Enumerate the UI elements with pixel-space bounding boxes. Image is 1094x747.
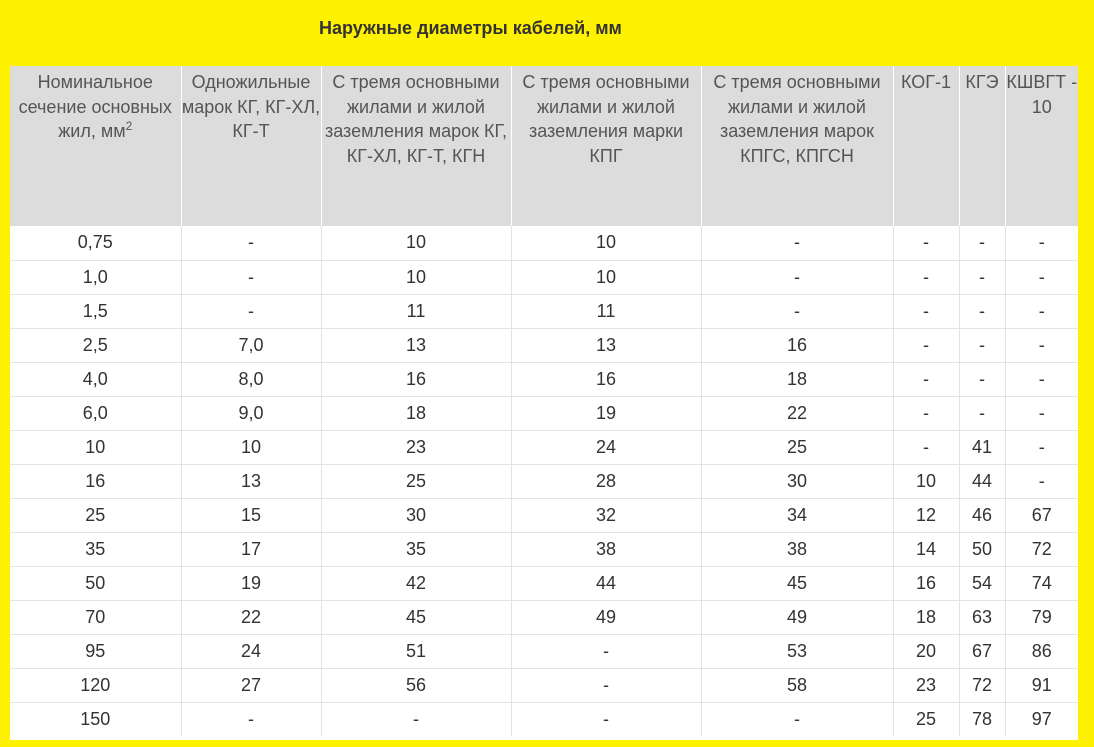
- table-cell: 13: [181, 464, 321, 498]
- table-cell: 10: [321, 260, 511, 294]
- table-row: [10, 260, 1078, 294]
- table-cell: 10: [893, 464, 959, 498]
- table-cell: 18: [701, 362, 893, 396]
- header-section-superscript: 2: [125, 119, 133, 133]
- table-cell: 67: [1005, 498, 1078, 532]
- table-cell: -: [701, 260, 893, 294]
- table-cell: 50: [10, 566, 181, 600]
- table-cell: 2,5: [10, 328, 181, 362]
- table-cell: 41: [959, 430, 1005, 464]
- table-cell: -: [1005, 396, 1078, 430]
- table-cell: -: [893, 260, 959, 294]
- header-cell-section: [10, 66, 181, 226]
- table-cell: 86: [1005, 634, 1078, 668]
- table-cell: -: [181, 260, 321, 294]
- table-cell: 20: [893, 634, 959, 668]
- table-cell: 25: [893, 702, 959, 736]
- table-row: [10, 294, 1078, 328]
- table-cell: 18: [321, 396, 511, 430]
- table-row: [10, 566, 1078, 600]
- table-cell: 12: [893, 498, 959, 532]
- table-cell: 72: [1005, 532, 1078, 566]
- table-cell: 25: [321, 464, 511, 498]
- table-cell: 97: [1005, 702, 1078, 736]
- table-cell: 24: [511, 430, 701, 464]
- table-cell: 35: [321, 532, 511, 566]
- table-cell: -: [511, 702, 701, 736]
- table-cell: 27: [181, 668, 321, 702]
- table-cell: 49: [701, 600, 893, 634]
- table-cell: 30: [321, 498, 511, 532]
- table-cell: 11: [321, 294, 511, 328]
- table-cell: -: [181, 226, 321, 260]
- table-cell: 16: [10, 464, 181, 498]
- table-cell: 38: [701, 532, 893, 566]
- table-cell: 8,0: [181, 362, 321, 396]
- table-cell: -: [1005, 430, 1078, 464]
- table-cell: 10: [10, 430, 181, 464]
- page-title: Наружные диаметры кабелей, мм: [319, 18, 622, 38]
- table-row: [10, 396, 1078, 430]
- table-cell: 7,0: [181, 328, 321, 362]
- table-cell: 34: [701, 498, 893, 532]
- table-cell: 13: [511, 328, 701, 362]
- table-cell: 16: [321, 362, 511, 396]
- table-cell: 23: [893, 668, 959, 702]
- table-cell: 49: [511, 600, 701, 634]
- table-cell: -: [1005, 464, 1078, 498]
- table-row: [10, 600, 1078, 634]
- table-row: [10, 498, 1078, 532]
- table-header-row: [10, 66, 1078, 226]
- table-cell: 150: [10, 702, 181, 736]
- table-cell: -: [1005, 226, 1078, 260]
- table-cell: 25: [701, 430, 893, 464]
- table-cell: 22: [701, 396, 893, 430]
- table-cell: -: [1005, 328, 1078, 362]
- table-cell: 10: [511, 260, 701, 294]
- table-cell: 11: [511, 294, 701, 328]
- table-cell: 16: [893, 566, 959, 600]
- table-cell: 91: [1005, 668, 1078, 702]
- table-cell: 42: [321, 566, 511, 600]
- table-cell: 79: [1005, 600, 1078, 634]
- table-cell: 30: [701, 464, 893, 498]
- table-cell: 28: [511, 464, 701, 498]
- table-row: [10, 464, 1078, 498]
- table-cell: 10: [181, 430, 321, 464]
- table-cell: -: [1005, 362, 1078, 396]
- table-cell: 22: [181, 600, 321, 634]
- table-cell: 16: [511, 362, 701, 396]
- table-cell: 14: [893, 532, 959, 566]
- table-cell: 19: [181, 566, 321, 600]
- table-cell: 54: [959, 566, 1005, 600]
- table-cell: 35: [10, 532, 181, 566]
- table-cell: -: [893, 328, 959, 362]
- table-cell: -: [181, 294, 321, 328]
- table-cell: 74: [1005, 566, 1078, 600]
- table-cell: -: [701, 702, 893, 736]
- table-cell: 15: [181, 498, 321, 532]
- table-cell: -: [511, 634, 701, 668]
- table-cell: 70: [10, 600, 181, 634]
- header-cell-kog1: КОГ-1: [893, 66, 959, 226]
- table-cell: -: [321, 702, 511, 736]
- table-cell: 19: [511, 396, 701, 430]
- table-row: [10, 532, 1078, 566]
- table-cell: 32: [511, 498, 701, 532]
- header-cell-kpgs-three-core: С тремя основными жилами и жилой заземления марок КПГС, КПГСН: [701, 66, 893, 226]
- table-row: [10, 226, 1078, 260]
- table-cell: -: [893, 294, 959, 328]
- header-cell-single-core: Одножильные марок КГ, КГ-ХЛ, КГ-Т: [181, 66, 321, 226]
- table-cell: -: [511, 668, 701, 702]
- table-cell: -: [181, 702, 321, 736]
- table-cell: -: [959, 362, 1005, 396]
- table-row: [10, 634, 1078, 668]
- table-cell: -: [701, 226, 893, 260]
- table-cell: 38: [511, 532, 701, 566]
- table-cell: -: [959, 396, 1005, 430]
- table-cell: 63: [959, 600, 1005, 634]
- table-cell: 44: [959, 464, 1005, 498]
- table-cell: 51: [321, 634, 511, 668]
- table-row: [10, 668, 1078, 702]
- table-cell: 0,75: [77, 232, 113, 253]
- table-cell: 78: [959, 702, 1005, 736]
- header-cell-kge: КГЭ: [959, 66, 1005, 226]
- table-cell: -: [959, 260, 1005, 294]
- table-cell: -: [959, 226, 1005, 260]
- table-cell: -: [893, 362, 959, 396]
- table-cell: 4,0: [10, 362, 181, 396]
- table-cell: 58: [701, 668, 893, 702]
- table-cell: -: [1005, 260, 1078, 294]
- table-cell: 95: [10, 634, 181, 668]
- table-row: [10, 430, 1078, 464]
- table-cell: 44: [511, 566, 701, 600]
- table-cell: -: [959, 294, 1005, 328]
- header-cell-kpg-three-core: С тремя основными жилами и жилой заземления марки КПГ: [511, 66, 701, 226]
- table-row: [10, 702, 1078, 736]
- table-cell: 45: [321, 600, 511, 634]
- table-cell: 56: [321, 668, 511, 702]
- table-cell: 9,0: [181, 396, 321, 430]
- table-cell: -: [1005, 294, 1078, 328]
- table-cell: 120: [10, 668, 181, 702]
- header-cell-kg-three-core: С тремя основными жилами и жилой заземления марок КГ, КГ-ХЛ, КГ-Т, КГН: [321, 66, 511, 226]
- table-cell: 16: [701, 328, 893, 362]
- table-cell: -: [701, 294, 893, 328]
- table-cell: -: [893, 430, 959, 464]
- table-cell: -: [893, 396, 959, 430]
- table-cell: 1,5: [10, 294, 181, 328]
- table-cell: 50: [959, 532, 1005, 566]
- table-cell: 17: [181, 532, 321, 566]
- table-cell: 6,0: [10, 396, 181, 430]
- table-cell: 23: [321, 430, 511, 464]
- table-row: [10, 328, 1078, 362]
- table-cell: 10: [511, 226, 701, 260]
- table-cell: -: [959, 328, 1005, 362]
- header-section-text: Номинальное сечение основных жил, мм: [18, 72, 172, 141]
- table-cell: 13: [321, 328, 511, 362]
- table-cell: 45: [701, 566, 893, 600]
- header-cell-kshvgt10: КШВГТ - 10: [1005, 66, 1078, 226]
- table-cell: 67: [959, 634, 1005, 668]
- table-cell: 10: [321, 226, 511, 260]
- cable-diameter-table: [10, 66, 1078, 736]
- table-row: [10, 362, 1078, 396]
- table-cell: 53: [701, 634, 893, 668]
- table-cell: -: [893, 226, 959, 260]
- table-cell: 1,0: [10, 260, 181, 294]
- table-cell: 24: [181, 634, 321, 668]
- table-cell: 46: [959, 498, 1005, 532]
- table-cell: 25: [10, 498, 181, 532]
- table-cell: 72: [959, 668, 1005, 702]
- table-cell: 18: [893, 600, 959, 634]
- table-body: [10, 226, 1078, 736]
- cable-diameter-table-container: [10, 66, 1078, 740]
